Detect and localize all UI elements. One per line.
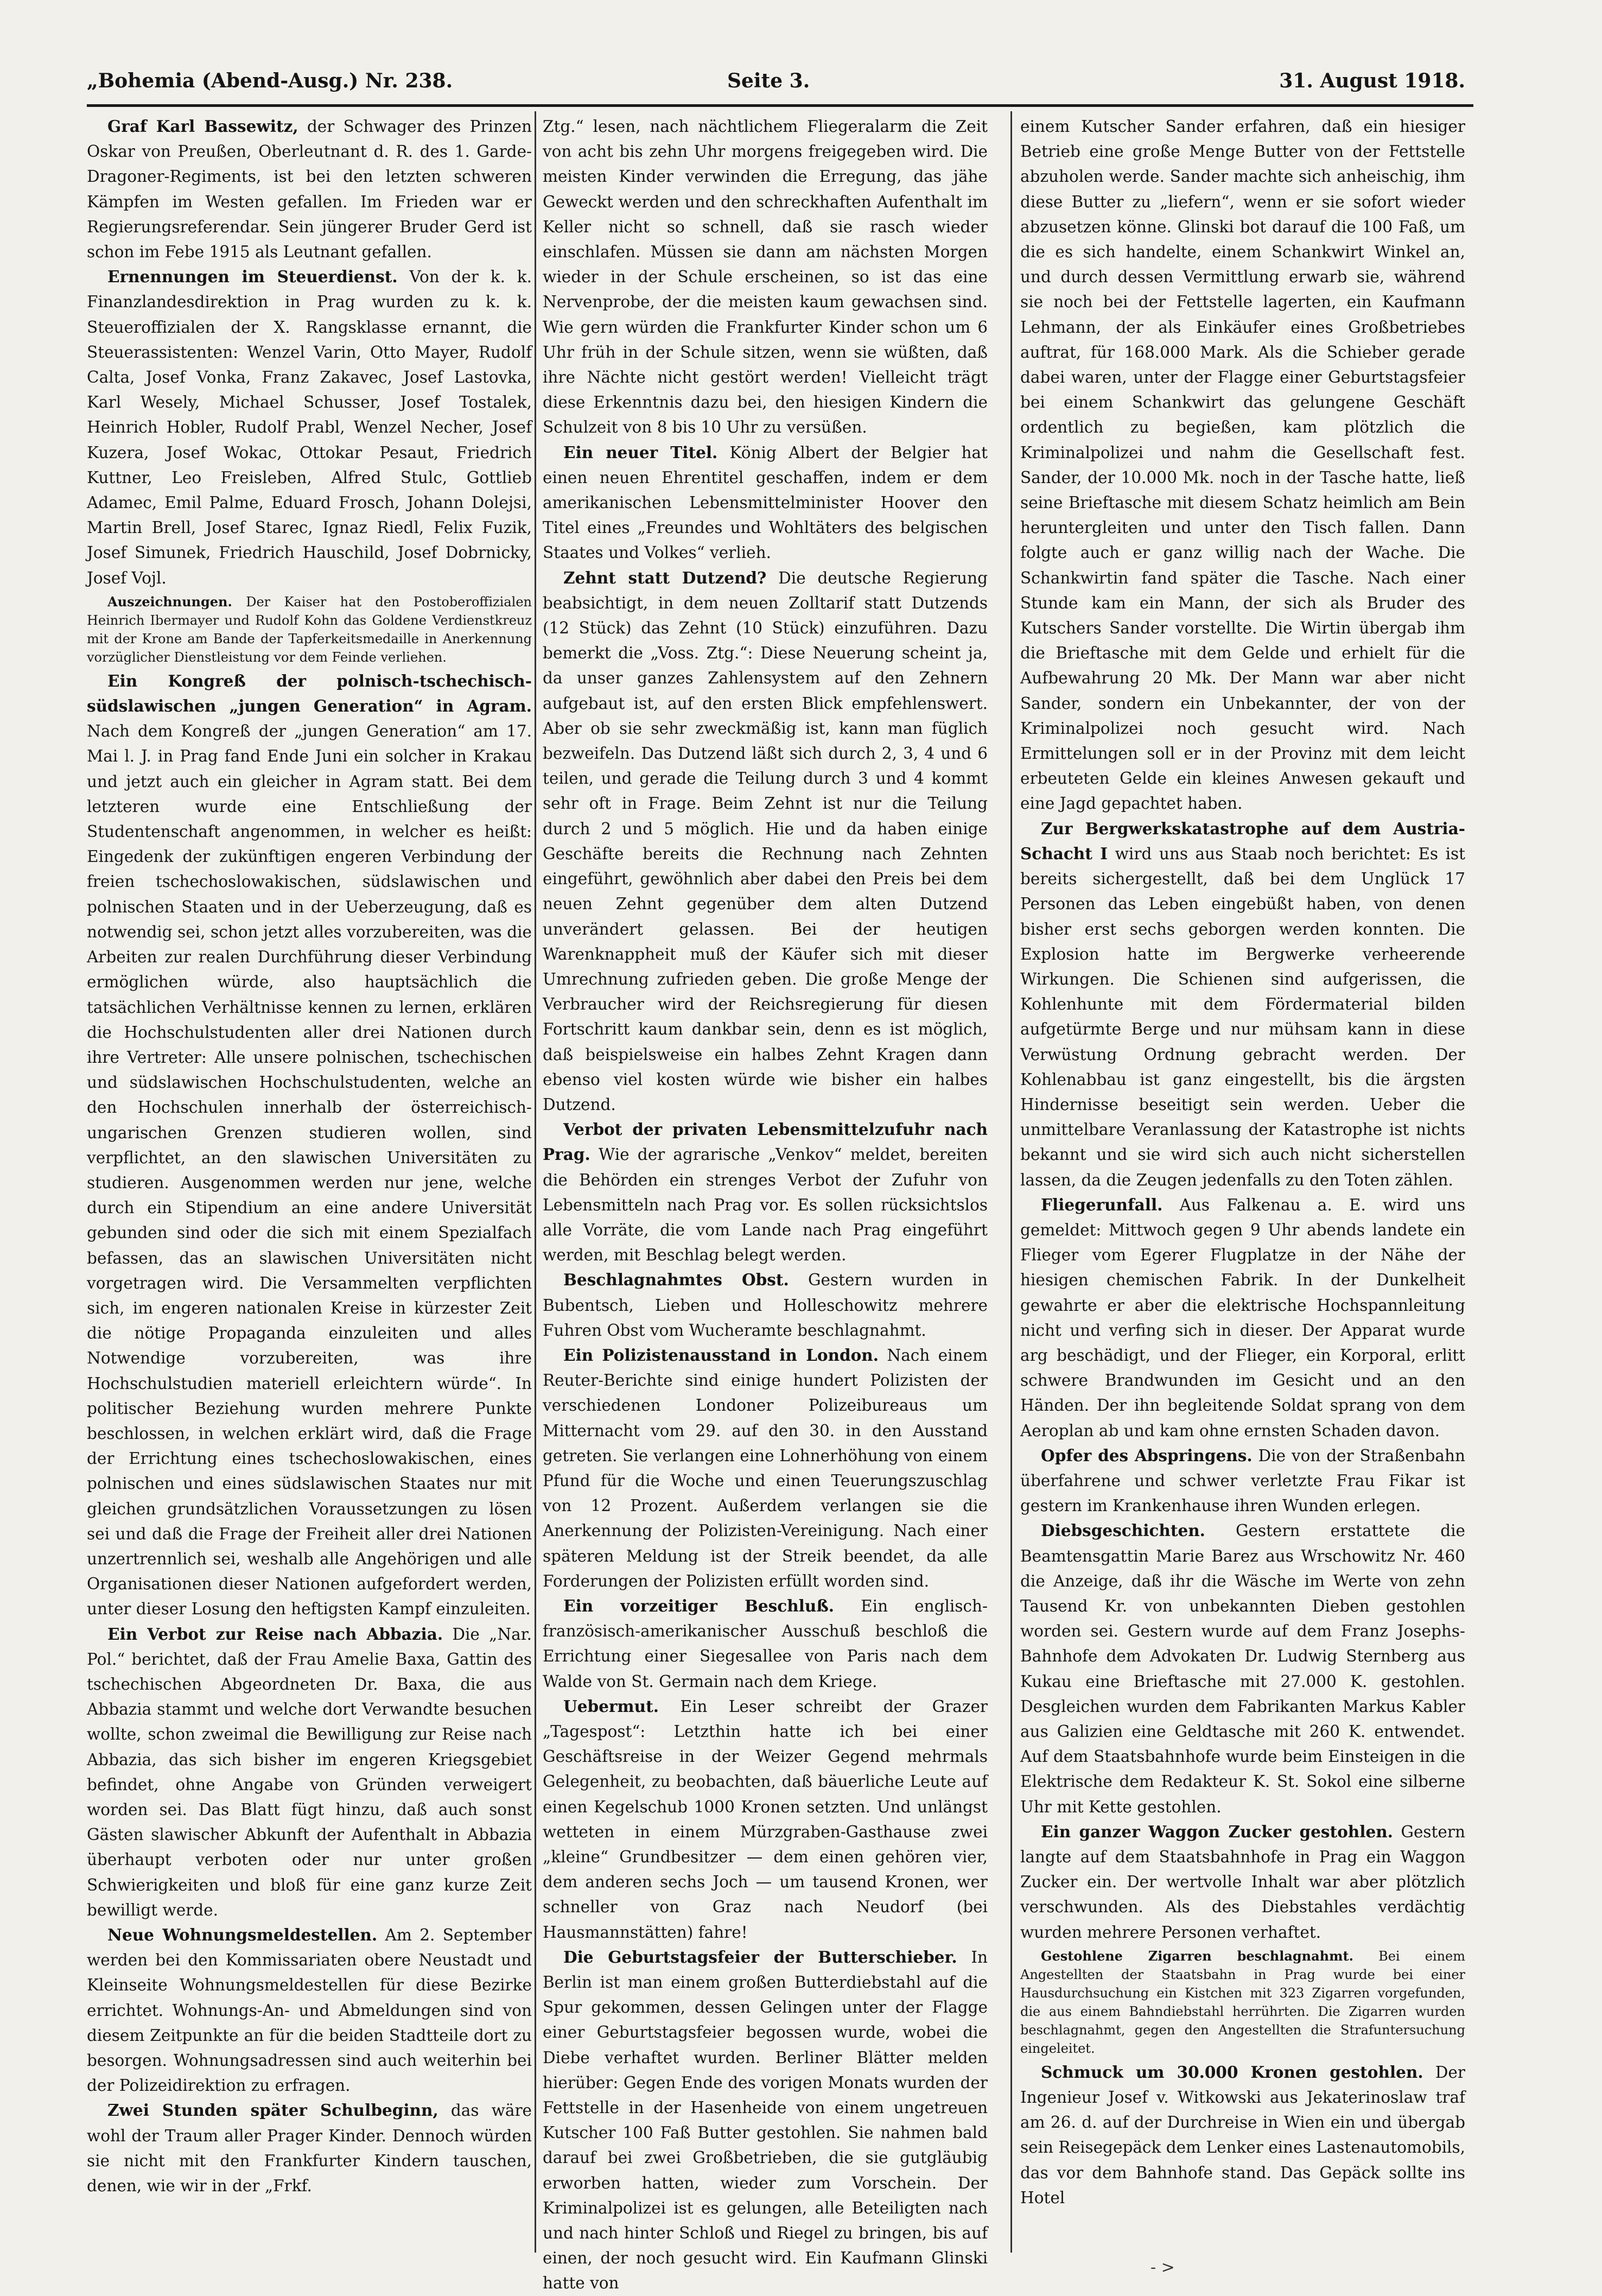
news-item <box>87 1923 532 2098</box>
news-headline: Diebsgeschichten. <box>1041 1521 1205 1540</box>
news-body: Der Kaiser hat den Postoberoffizialen Heinrich Ibermayer und Rudolf Kohn das Goldene Verdienstkreuz mit der Krone am Bande der Tapferkeitsmedaille in Anerkennung vorzüglicher Dienstleistung vor dem Feinde verliehen. <box>87 594 532 665</box>
news-headline: Ernennungen im Steuerdienst. <box>107 267 398 287</box>
news-body: Ztg.“ lesen, nach nächtlichem Fliegeralarm die Zeit von acht bis zehn Uhr morgens freigegeben wird. Die meisten Kinder verwinden die Erregung, das jähe Geweckt werden und den schreckhaften Aufenthalt im Keller nicht so schnell, daß sie rasch wieder einschlafen. Müssen sie dann am nächsten Morgen wieder in der Schule erscheinen, so ist das eine Nervenprobe, der die meisten kaum gewachsen sind. Wie gern würden die Frankfurter Kinder schon um 6 Uhr früh in der Schule sitzen, wenn sie wüßten, daß ihre Nächte nicht gestört werden! Vielleicht trägt diese Erkenntnis dazu bei, den hiesigen Kindern die Schulzeit von 8 bis 10 Uhr zu versüßen. <box>543 117 988 437</box>
news-item <box>543 566 988 1117</box>
column-divider <box>1010 111 1012 2253</box>
news-item <box>1020 1819 1465 1945</box>
footer-mark: - > <box>1150 2258 1175 2277</box>
news-item <box>543 114 988 440</box>
news-body: Ein englisch-französisch-amerikanischer Ausschuß beschloß die Errichtung einer Siegesallee von Paris nach dem Walde von St. Germain nach dem Kriege. <box>543 1596 988 1691</box>
news-body: Gestern wurden in Bubentsch, Lieben und Holleschowitz mehrere Fuhren Obst vom Wucheramte beschlagnahmt. <box>543 1271 988 1340</box>
news-body: Der Ingenieur Josef v. Witkowski aus Jekaterinoslaw traf am 26. d. auf der Durchreise in Wien ein und übergab sein Reisegepäck dem Lenker eines Lastenautomobils, das vor dem Bahnhofe stand. Das Gepäck sollte ins Hotel <box>1020 2063 1465 2207</box>
news-body: Die von der Straßenbahn überfahrene und schwer verletzte Frau Fikar ist gestern im Krankenhause ihren Wunden erlegen. <box>1020 1446 1465 1515</box>
column-divider <box>535 111 536 2253</box>
news-headline: Zwei Stunden später Schulbeginn, <box>107 2101 438 2120</box>
news-item <box>87 264 532 591</box>
news-item <box>1020 816 1465 1193</box>
header-issue: „Bohemia (Abend-Ausg.) Nr. 238. <box>87 69 453 92</box>
header-date: 31. August 1918. <box>1279 69 1465 92</box>
news-headline: Auszeichnungen. <box>107 593 232 610</box>
news-body: Bei einem Angestellten der Staatsbahn in Prag wurde bei einer Hausdurchsuchung ein Kistchen mit 323 Zigarren vorgefunden, die aus einem Bahndiebstahl herrührten. Die Zigarren wurden beschlagnahmt, gegen den Angestellten die Strafuntersuchung eingeleitet. <box>1020 1948 1465 2056</box>
news-body: Gestern erstattete die Beamtensgattin Marie Barez aus Wrschowitz Nr. 460 die Anzeige, daß ihr die Wäsche im Werte von zehn Tausend Kr. von unbekannten Dieben gestohlen worden sei. Gestern wurde auf dem Franz Josephs-Bahnhofe dem Advokaten Dr. Ludwig Sternberg aus Kukau eine Brieftasche mit 27.000 K. gestohlen. Desgleichen wurden dem Fabrikanten Markus Kabler aus Galizien eine Geldtasche mit 260 K. entwendet. Auf dem Staatsbahnhofe wurde beim Einsteigen in die Elektrische dem Redakteur K. St. Sokol eine silberne Uhr mit Kette gestohlen. <box>1020 1521 1465 1816</box>
news-headline: Neue Wohnungsmeldestellen. <box>107 1925 378 1945</box>
news-body: In Berlin ist man einem großen Butterdiebstahl auf die Spur gekommen, dessen Gelingen unter der Flagge einer Geburtstagsfeier begossen wurde, wobei die Diebe verhaftet wurden. Berliner Blätter melden hierüber: Gegen Ende des vorigen Monats wurden der Fettstelle in der Hasenheide von einem ungetreuen Kutscher 100 Faß Butter gestohlen. Sie nahmen bald darauf bei zwei Großbetrieben, die sie gutgläubig erworben hatten, wieder zum Vorschein. Der Kriminalpolizei ist es gelungen, alle Beteiligten nach und nach hinter Schloß und Riegel zu bringen, bis auf einen, der noch gesucht wird. Ein Kaufmann Glinski hatte von <box>543 1948 988 2293</box>
news-item <box>87 2098 532 2198</box>
news-body: Von der k. k. Finanzlandesdirektion in Prag wurden zu k. k. Steueroffizialen der X. Rangsklasse ernannt, die Steuerassistenten: Wenzel Varin, Otto Mayer, Rudolf Calta, Josef Vonka, Franz Zakavec, Josef Lastovka, Karl Wesely, Michael Schusser, Josef Tostalek, Heinrich Hobler, Rudolf Prabl, Wenzel Necher, Josef Kuzera, Josef Wokac, Ottokar Pesaut, Friedrich Kuttner, Leo Freisleben, Alfred Stulc, Gottlieb Adamec, Emil Palme, Eduard Frosch, Johann Dolejsi, Martin Brell, Josef Starec, Ignaz Riedl, Felix Fuzik, Josef Simunek, Friedrich Hauschild, Josef Dobrnicky, Josef Vojl. <box>87 268 532 587</box>
news-body: Wie der agrarische „Venkov“ meldet, bereiten die Behörden ein strenges Verbot der Zufuhr von Lebensmitteln nach Prag vor. Es sollen rücksichtslos alle Vorräte, die vom Lande nach Prag eingeführt werden, mit Beschlag belegt werden. <box>543 1145 988 1265</box>
news-item <box>87 1622 532 1923</box>
news-item <box>543 1594 988 1694</box>
header-rule <box>87 104 1473 107</box>
news-headline: Ein Kongreß der polnisch-tschechisch-südslawischen „jungen Generation“ in Agram. <box>87 671 532 716</box>
news-item <box>543 1945 988 2296</box>
news-headline: Uebermut. <box>563 1696 659 1716</box>
column-2 <box>543 114 988 2293</box>
news-item <box>1020 1443 1465 1519</box>
news-headline: Ein Polizistenausstand in London. <box>563 1345 879 1365</box>
news-item <box>87 114 532 264</box>
column-3 <box>1020 114 1465 2253</box>
news-body: Ein Leser schreibt der Grazer „Tagespost“: Letzthin hatte ich bei einer Geschäftsreise in der Weizer Gegend mehrmals Gelegenheit, zu beobachten, daß bäuerliche Leute auf einen Kegelschub 1000 Kronen setzten. Und unlängst wetteten in einem Mürzgraben-Gasthause zwei „kleine“ Grundbesitzer — dem einen gehören vier, dem anderen sechs Joch — um tausend Kronen, wer schneller von Graz nach Neudorf (bei Hausmannstätten) fahre! <box>543 1697 988 1942</box>
news-headline: Ein vorzeitiger Beschluß. <box>563 1596 835 1615</box>
news-body: Die „Nar. Pol.“ berichtet, daß der Frau Amelie Baxa, Gattin des tschechischen Abgeordneten Dr. Baxa, die aus Abbazia stammt und welche dort Verwandte besuchen wollte, schon zweimal die Bewilligung zur Reise nach Abbazia, das sich bisher im engeren Kriegsgebiet befindet, ohne Angabe von Gründen verweigert worden sei. Das Blatt fügt hinzu, daß auch sonst Gästen slawischer Abkunft der Aufenthalt in Abbazia überhaupt verboten oder nur unter großen Schwierigkeiten und bloß für eine ganz kurze Zeit bewilligt werde. <box>87 1625 532 1919</box>
news-body: der Schwager des Prinzen Oskar von Preußen, Oberleutnant d. R. des 1. Garde-Dragoner-Regiments, ist bei den letzten schweren Kämpfen im Westen gefallen. Im Frieden war er Regierungsreferendar. Sein jüngerer Bruder Gerd ist schon im Febe 1915 als Leutnant gefallen. <box>87 117 532 262</box>
column-1 <box>87 114 532 2253</box>
news-item <box>1020 1518 1465 1819</box>
news-headline: Opfer des Abspringens. <box>1041 1445 1253 1465</box>
news-body: das wäre wohl der Traum aller Prager Kinder. Dennoch würden sie nicht mit den Frankfurter Kindern tauschen, denen, wie wir in der „Frkf. <box>87 2101 532 2196</box>
page-header <box>76 69 1465 98</box>
news-item <box>1020 114 1465 816</box>
news-item <box>543 1343 988 1594</box>
news-headline: Gestohlene Zigarren beschlagnahmt. <box>1041 1948 1353 1964</box>
news-body: Nach einem Reuter-Berichte sind einige hundert Polizisten der verschiedenen Londoner Polizeibureaus um Mitternacht vom 29. auf den 30. in den Ausstand getreten. Sie verlangen eine Lohnerhöhung von einem Pfund für die Woche und einen Teuerungszuschlag von 12 Prozent. Außerdem verlangen sie die Anerkennung der Polizisten-Vereinigung. Nach einer späteren Meldung ist der Streik beendet, da alle Forderungen der Polizisten erfüllt worden sind. <box>543 1346 988 1590</box>
news-item <box>1020 2060 1465 2210</box>
news-headline: Zur Bergwerkskatastrophe auf dem Austria-Schacht I <box>1020 819 1465 863</box>
news-headline: Zehnt statt Dutzend? <box>563 568 767 587</box>
news-headline: Fliegerunfall. <box>1041 1195 1163 1214</box>
news-body: Nach dem Kongreß der „jungen Generation“ am 17. Mai l. J. in Prag fand Ende Juni ein solcher in Krakau und jetzt auch ein gleicher in Agram statt. Bei dem letzteren wurde eine Entschließung der Studentenschaft angenommen, in welcher es heißt: Eingedenk der zukünftigen engeren Verbindung der freien tschechoslowakischen, südslawischen und polnischen Staaten und in der Ueberzeugung, daß es notwendig sei, schon jetzt alles vorzubereiten, was die Arbeiten zur realen Durchführung dieser Verbindung ermöglichen würde, also hauptsächlich die tatsächlichen Verhältnisse kennen zu lernen, erklären die Hochschulstudenten aller drei Nationen durch ihre Vertreter: Alle unsere polnischen, tschechischen und südslawischen Hochschulstudenten, welche an den Hochschulen innerhalb der österreichisch-ungarischen Grenzen studieren wollen, sind verpflichtet, an den slawischen Universitäten zu studieren. Ausgenommen werden nur jene, welche durch ein Stipendium an eine andere Universität gebunden sind oder die sich mit einem Spezialfach befassen, das an slawischen Universitäten nicht vorgetragen wird. Die Versammelten verpflichten sich, im engeren nationalen Kreise in kürzester Zeit die nötige Propaganda einzuleiten und alles Notwendige vorzubereiten, was ihre Hochschulstudien materiell erleichtern würde“. In politischer Beziehung wurden mehrere Punkte beschlossen, in welchen erklärt wird, daß die Frage der Errichtung eines tschechoslowakischen, eines polnischen und eines südslawischen Staates nur mit gleichen grundsätzlichen Voraussetzungen zu lösen sei und daß die Frage der Freiheit aller drei Nationen unzertrennlich sei, weshalb alle Angehörigen und alle Organisationen dieser Nationen aufgefordert werden, unter dieser Losung den heftigsten Kampf einzuleiten. <box>87 722 532 1619</box>
news-item-small <box>1020 1947 1465 2058</box>
news-body: einem Kutscher Sander erfahren, daß ein hiesiger Betrieb eine große Menge Butter von der Fettstelle abzuholen werde. Sander machte sich anheischig, ihm diese Butter zu „liefern“, wenn er sie sofort wieder abzusetzen könne. Glinski bot darauf die 100 Faß, um die es sich handelte, einem Schankwirt Winkel an, und durch dessen Vermittlung erwarb sie, während sie noch bei der Fettstelle lagerten, ein Kaufmann Lehmann, der als Einkäufer eines Großbetriebes auftrat, für 168.000 Mark. Als die Schieber gerade dabei waren, unter der Flagge einer Geburtstagsfeier bei einem Schankwirt das gelungene Geschäft ordentlich zu begießen, kam plötzlich die Kriminalpolizei und nahm die Gesellschaft fest. Sander, der 10.000 Mk. noch in der Tasche hatte, ließ seine Brieftasche mit diesem Schatz heimlich am Bein heruntergleiten und unter den Tisch fallen. Dann folgte auch er ganz willig nach der Wache. Die Schankwirtin fand später die Tasche. Nach einer Stunde kam ein Mann, der sich als Bruder des Kutschers Sander vorstellte. Die Wirtin übergab ihm die Brieftasche mit dem Gelde und erhielt für die Aufbewahrung 20 Mk. Der Mann war aber nicht Sander, sondern ein Unbekannter, der von der Kriminalpolizei noch gesucht wird. Nach Ermittelungen soll er in der Provinz mit dem leicht erbeuteten Gelde ein kleines Anwesen gekauft und eine Jagd gepachtet haben. <box>1020 117 1465 813</box>
news-headline: Schmuck um 30.000 Kronen gestohlen. <box>1041 2062 1423 2082</box>
news-headline: Ein Verbot zur Reise nach Abbazia. <box>107 1624 443 1644</box>
news-headline: Ein neuer Titel. <box>563 442 718 462</box>
news-headline: Beschlagnahmtes Obst. <box>563 1270 789 1290</box>
news-item <box>1020 1193 1465 1443</box>
news-headline: Graf Karl Bassewitz, <box>107 117 298 136</box>
news-headline: Verbot der privaten Lebensmittelzufuhr nach Prag. <box>543 1120 988 1164</box>
news-item <box>543 1267 988 1343</box>
news-body: Die deutsche Regierung beabsichtigt, in dem neuen Zolltarif statt Dutzends (12 Stück) das Zehnt (10 Stück) einzuführen. Dazu bemerkt die „Voss. Ztg.“: Diese Neuerung scheint ja, da unser ganzes Zahlensystem auf den Zehnern aufgebaut ist, auf den ersten Blick empfehlenswert. Aber ob sie sehr zweckmäßig ist, kann man füglich bezweifeln. Das Dutzend läßt sich durch 2, 3, 4 und 6 teilen, und gerade die Teilung durch 3 und 4 kommt sehr oft in Frage. Beim Zehnt ist nur die Teilung durch 2 und 5 möglich. Hie und da haben einige Geschäfte bereits die Rechnung nach Zehnten eingeführt, gewöhnlich aber dabei den Preis bei dem neuen Zehnt gegenüber dem alten Dutzend unverändert gelassen. Bei der heutigen Warenknappheit muß der Käufer sich mit dieser Umrechnung zufrieden geben. Die große Menge der Verbraucher wird der Reichsregierung für diesen Fortschritt kaum dankbar sein, denn es ist möglich, daß beispielsweise ein halbes Zehnt Kragen dann ebenso viel kosten würde wie bisher ein halbes Dutzend. <box>543 568 988 1114</box>
news-body: wird uns aus Staab noch berichtet: Es ist bereits sichergestellt, daß bei dem Unglück 17 Personen das Leben eingebüßt haben, von denen bisher erst sechs geborgen werden konnten. Die Explosion hatte im Bergwerke verheerende Wirkungen. Die Schienen sind aufgerissen, die Kohlenhunte mit dem Fördermaterial bilden aufgetürmte Berge und nur mühsam kann in diese Verwüstung Ordnung gebracht werden. Der Kohlenabbau ist ganz eingestellt, bis die ärgsten Hindernisse beseitigt sein werden. Ueber die unmittelbare Veranlassung der Katastrophe ist nichts bekannt und sie wird sich auch nicht sicherstellen lassen, da die Zeugen jedenfalls zu den Toten zählen. <box>1020 844 1465 1189</box>
news-body: Am 2. September werden bei den Kommissariaten obere Neustadt und Kleinseite Wohnungsmeldestellen für diese Bezirke errichtet. Wohnungs-An- und Abmeldungen sind von diesem Zeitpunkte an für die beiden Stadtteile dort zu besorgen. Wohnungsadressen sind auch weiterhin bei der Polizeidirektion zu erfragen. <box>87 1926 532 2095</box>
news-item <box>543 1694 988 1945</box>
header-page-number: Seite 3. <box>727 69 810 92</box>
news-headline: Die Geburtstagsfeier der Butterschieber. <box>563 1947 957 1967</box>
news-item-small <box>87 593 532 667</box>
news-body: Gestern langte auf dem Staatsbahnhofe in Prag ein Waggon Zucker ein. Der wertvolle Inhalt war aber plötzlich verschwunden. Als des Diebstahles verdächtig wurden mehrere Personen verhaftet. <box>1020 1822 1465 1942</box>
news-body: König Albert der Belgier hat einen neuen Ehrentitel geschaffen, indem er dem amerikanischen Lebensmittelminister Hoover den Titel eines „Freundes und Wohltäters des belgischen Staates und Volkes“ verlieh. <box>543 443 988 562</box>
news-body: Aus Falkenau a. E. wird uns gemeldet: Mittwoch gegen 9 Uhr abends landete ein Flieger vom Egerer Flugplatze in der Nähe der hiesigen chemischen Fabrik. In der Dunkelheit gewahrte er aber die elektrische Hochspannleitung nicht und verfing sich in dieser. Der Apparat wurde arg beschädigt, und der Flieger, ein Korporal, erlitt schwere Brandwunden im Gesicht und an den Händen. Der ihn begleitende Soldat sprang von dem Aeroplan ab und kam ohne ernsten Schaden davon. <box>1020 1195 1465 1440</box>
news-item <box>543 1117 988 1267</box>
news-item <box>543 440 988 566</box>
news-headline: Ein ganzer Waggon Zucker gestohlen. <box>1041 1822 1393 1841</box>
news-item <box>87 669 532 1622</box>
